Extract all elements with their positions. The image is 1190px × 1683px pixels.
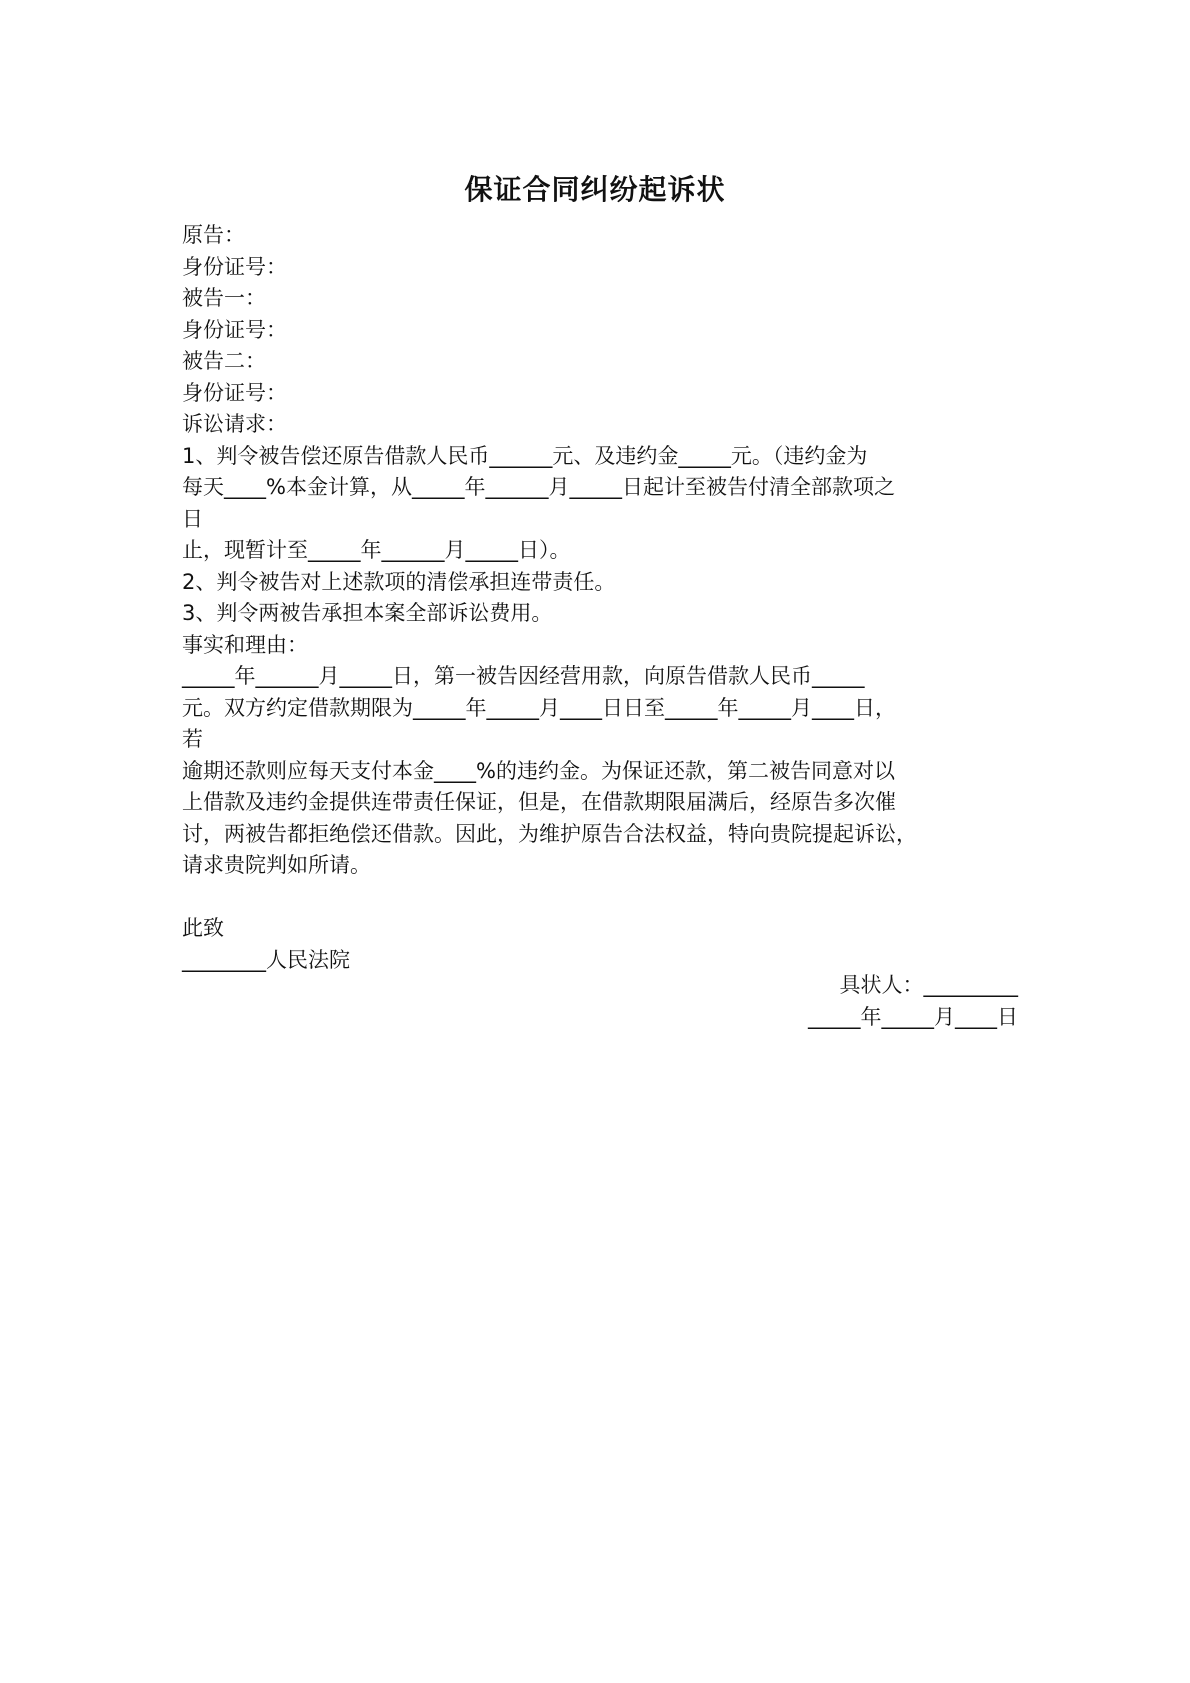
defendant1-id-label: 身份证号： <box>182 317 287 342</box>
signature-block <box>808 970 1018 1033</box>
facts-line: 上借款及违约金提供连带责任保证，但是，在借款期限届满后，经原告多次催 <box>182 790 896 814</box>
facts-line: _____年______月_____日，第一被告因经营用款，向原告借款人民币_____ <box>182 664 865 688</box>
facts-line: 元。双方约定借款期限为_____年_____月____日日至_____年_____月____日， <box>182 695 896 720</box>
date-line: _____年_____月____日 <box>808 1004 1018 1029</box>
facts-line: 若 <box>182 727 203 751</box>
claims-line: 3、判令两被告承担本案全部诉讼费用。 <box>182 601 553 625</box>
claims-line: 每天____%本金计算，从_____年______月_____日起计至被告付清全部款项之 <box>182 475 895 499</box>
facts-heading: 事实和理由： <box>182 632 308 657</box>
claims-heading: 诉讼请求： <box>182 412 287 436</box>
document-body <box>182 220 1022 976</box>
claims-line: 2、判令被告对上述款项的清偿承担连带责任。 <box>182 569 616 594</box>
signer-line: 具状人：_________ <box>839 973 1018 997</box>
plaintiff-label: 原告： <box>182 223 245 247</box>
closing-court: ________人民法院 <box>182 947 350 972</box>
facts-line: 请求贵院判如所请。 <box>182 853 371 877</box>
claims-line: 止，现暂计至_____年______月_____日）。 <box>182 538 571 562</box>
spacer <box>182 882 1022 914</box>
document-title: 保证合同纠纷起诉状 <box>464 173 726 206</box>
plaintiff-id-label: 身份证号： <box>182 254 287 279</box>
claims-line: 1、判令被告偿还原告借款人民币______元、及违约金_____元。（违约金为 <box>182 443 868 468</box>
defendant2-label: 被告二： <box>182 349 266 373</box>
defendant1-label: 被告一： <box>182 286 266 310</box>
claims-line: 日 <box>182 506 203 531</box>
closing-salutation: 此致 <box>182 916 224 940</box>
defendant2-id-label: 身份证号： <box>182 380 287 405</box>
facts-line: 讨，两被告都拒绝偿还借款。因此，为维护原告合法权益，特向贵院提起诉讼， <box>182 821 917 846</box>
facts-line: 逾期还款则应每天支付本金____%的违约金。为保证还款，第二被告同意对以 <box>182 758 895 783</box>
